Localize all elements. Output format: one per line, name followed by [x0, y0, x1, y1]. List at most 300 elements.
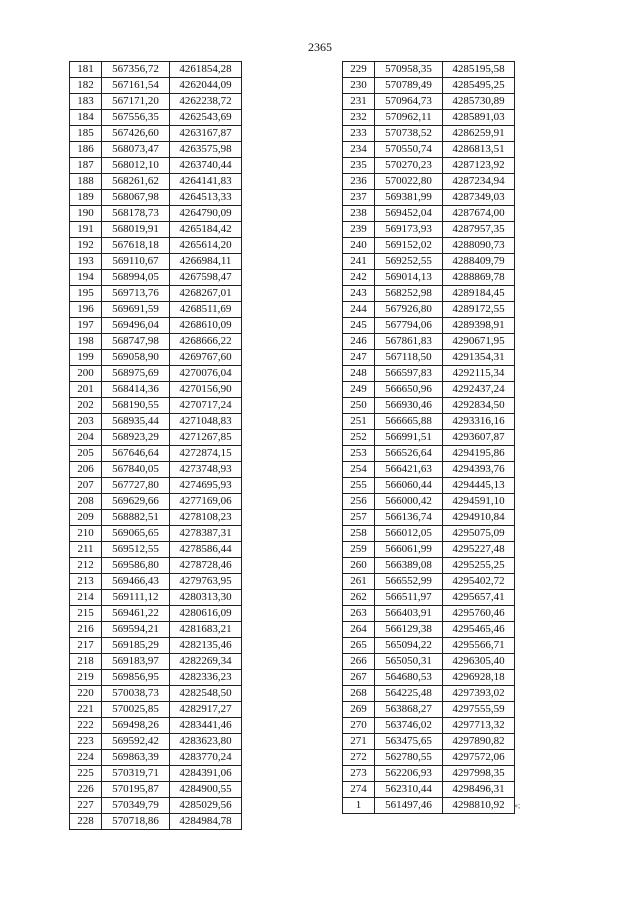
- x-coordinate-cell: 570718,86: [102, 814, 170, 830]
- y-coordinate-cell: 4285495,25: [443, 78, 515, 94]
- x-coordinate-cell: 569466,43: [102, 574, 170, 590]
- x-coordinate-cell: 568012,10: [102, 158, 170, 174]
- y-coordinate-cell: 4281683,21: [170, 622, 242, 638]
- table-row: [343, 414, 515, 430]
- y-coordinate-cell: 4271048,83: [170, 414, 242, 430]
- y-coordinate-cell: 4265184,42: [170, 222, 242, 238]
- table-row: [343, 158, 515, 174]
- table-row: [70, 686, 242, 702]
- end-mark: »;: [514, 801, 521, 810]
- x-coordinate-cell: 563746,02: [375, 718, 443, 734]
- table-row: [343, 734, 515, 750]
- point-number-cell: 191: [70, 222, 102, 238]
- y-coordinate-cell: 4292834,50: [443, 398, 515, 414]
- x-coordinate-cell: 568923,29: [102, 430, 170, 446]
- y-coordinate-cell: 4270717,24: [170, 398, 242, 414]
- point-number-cell: 219: [70, 670, 102, 686]
- table-row: [70, 126, 242, 142]
- y-coordinate-cell: 4266984,11: [170, 254, 242, 270]
- point-number-cell: 199: [70, 350, 102, 366]
- point-number-cell: 211: [70, 542, 102, 558]
- y-coordinate-cell: 4297998,35: [443, 766, 515, 782]
- x-coordinate-cell: 566597,83: [375, 366, 443, 382]
- x-coordinate-cell: 569863,39: [102, 750, 170, 766]
- x-coordinate-cell: 569173,93: [375, 222, 443, 238]
- point-number-cell: 189: [70, 190, 102, 206]
- y-coordinate-cell: 4283623,80: [170, 734, 242, 750]
- y-coordinate-cell: 4278586,44: [170, 542, 242, 558]
- y-coordinate-cell: 4289172,55: [443, 302, 515, 318]
- point-number-cell: 238: [343, 206, 375, 222]
- point-number-cell: 216: [70, 622, 102, 638]
- table-row: [70, 590, 242, 606]
- point-number-cell: 260: [343, 558, 375, 574]
- table-row: [70, 702, 242, 718]
- x-coordinate-cell: 561497,46: [375, 798, 443, 814]
- y-coordinate-cell: 4295465,46: [443, 622, 515, 638]
- x-coordinate-cell: 570550,74: [375, 142, 443, 158]
- point-number-cell: 190: [70, 206, 102, 222]
- table-row: [70, 302, 242, 318]
- y-coordinate-cell: 4288869,78: [443, 270, 515, 286]
- table-row: [343, 174, 515, 190]
- point-number-cell: 225: [70, 766, 102, 782]
- table-row: [70, 94, 242, 110]
- y-coordinate-cell: 4286813,51: [443, 142, 515, 158]
- x-coordinate-cell: 567356,72: [102, 62, 170, 78]
- point-number-cell: 192: [70, 238, 102, 254]
- point-number-cell: 214: [70, 590, 102, 606]
- table-row: [70, 494, 242, 510]
- point-number-cell: 240: [343, 238, 375, 254]
- x-coordinate-cell: 569183,97: [102, 654, 170, 670]
- table-row: [70, 478, 242, 494]
- point-number-cell: 253: [343, 446, 375, 462]
- x-coordinate-cell: 569065,65: [102, 526, 170, 542]
- x-coordinate-cell: 568252,98: [375, 286, 443, 302]
- table-row: [70, 62, 242, 78]
- table-row: [70, 398, 242, 414]
- table-row: [343, 142, 515, 158]
- table-row: [70, 110, 242, 126]
- point-number-cell: 186: [70, 142, 102, 158]
- table-row: [343, 526, 515, 542]
- table-row: [343, 462, 515, 478]
- table-row: [70, 782, 242, 798]
- point-number-cell: 255: [343, 478, 375, 494]
- table-row: [343, 110, 515, 126]
- x-coordinate-cell: 567171,20: [102, 94, 170, 110]
- x-coordinate-cell: 568882,51: [102, 510, 170, 526]
- y-coordinate-cell: 4295255,25: [443, 558, 515, 574]
- x-coordinate-cell: 570195,87: [102, 782, 170, 798]
- y-coordinate-cell: 4295075,09: [443, 526, 515, 542]
- x-coordinate-cell: 566511,97: [375, 590, 443, 606]
- y-coordinate-cell: 4285029,56: [170, 798, 242, 814]
- table-row: [70, 638, 242, 654]
- y-coordinate-cell: 4287957,35: [443, 222, 515, 238]
- table-row: [70, 526, 242, 542]
- x-coordinate-cell: 569058,90: [102, 350, 170, 366]
- point-number-cell: 206: [70, 462, 102, 478]
- table-row: [70, 142, 242, 158]
- y-coordinate-cell: 4294591,10: [443, 494, 515, 510]
- x-coordinate-cell: 564680,53: [375, 670, 443, 686]
- y-coordinate-cell: 4270156,90: [170, 382, 242, 398]
- point-number-cell: 223: [70, 734, 102, 750]
- y-coordinate-cell: 4285195,58: [443, 62, 515, 78]
- point-number-cell: 258: [343, 526, 375, 542]
- table-row: [343, 190, 515, 206]
- x-coordinate-cell: 566665,88: [375, 414, 443, 430]
- point-number-cell: 207: [70, 478, 102, 494]
- point-number-cell: 239: [343, 222, 375, 238]
- y-coordinate-cell: 4278108,23: [170, 510, 242, 526]
- table-row: [70, 574, 242, 590]
- x-coordinate-cell: 568994,05: [102, 270, 170, 286]
- y-coordinate-cell: 4267598,47: [170, 270, 242, 286]
- y-coordinate-cell: 4295566,71: [443, 638, 515, 654]
- point-number-cell: 196: [70, 302, 102, 318]
- point-number-cell: 241: [343, 254, 375, 270]
- point-number-cell: 227: [70, 798, 102, 814]
- point-number-cell: 263: [343, 606, 375, 622]
- point-number-cell: 204: [70, 430, 102, 446]
- table-row: [343, 398, 515, 414]
- table-row: [70, 798, 242, 814]
- x-coordinate-cell: 569856,95: [102, 670, 170, 686]
- y-coordinate-cell: 4285730,89: [443, 94, 515, 110]
- x-coordinate-cell: 569452,04: [375, 206, 443, 222]
- x-coordinate-cell: 570789,49: [375, 78, 443, 94]
- x-coordinate-cell: 570349,79: [102, 798, 170, 814]
- y-coordinate-cell: 4268610,09: [170, 318, 242, 334]
- table-row: [70, 750, 242, 766]
- x-coordinate-cell: 569111,12: [102, 590, 170, 606]
- y-coordinate-cell: 4264790,09: [170, 206, 242, 222]
- x-coordinate-cell: 567556,35: [102, 110, 170, 126]
- table-row: [343, 798, 515, 814]
- y-coordinate-cell: 4297555,59: [443, 702, 515, 718]
- y-coordinate-cell: 4268267,01: [170, 286, 242, 302]
- point-number-cell: 213: [70, 574, 102, 590]
- y-coordinate-cell: 4280313,30: [170, 590, 242, 606]
- y-coordinate-cell: 4270076,04: [170, 366, 242, 382]
- point-number-cell: 273: [343, 766, 375, 782]
- x-coordinate-cell: 569014,13: [375, 270, 443, 286]
- table-row: [70, 670, 242, 686]
- x-coordinate-cell: 568747,98: [102, 334, 170, 350]
- point-number-cell: 212: [70, 558, 102, 574]
- point-number-cell: 208: [70, 494, 102, 510]
- point-number-cell: 221: [70, 702, 102, 718]
- x-coordinate-cell: 569252,55: [375, 254, 443, 270]
- y-coordinate-cell: 4277169,06: [170, 494, 242, 510]
- table-row: [343, 606, 515, 622]
- x-coordinate-cell: 565094,22: [375, 638, 443, 654]
- point-number-cell: 268: [343, 686, 375, 702]
- point-number-cell: 269: [343, 702, 375, 718]
- x-coordinate-cell: 567618,18: [102, 238, 170, 254]
- y-coordinate-cell: 4286259,91: [443, 126, 515, 142]
- point-number-cell: 246: [343, 334, 375, 350]
- y-coordinate-cell: 4263740,44: [170, 158, 242, 174]
- x-coordinate-cell: 566389,08: [375, 558, 443, 574]
- table-row: [70, 734, 242, 750]
- y-coordinate-cell: 4262543,69: [170, 110, 242, 126]
- point-number-cell: 264: [343, 622, 375, 638]
- table-row: [343, 286, 515, 302]
- y-coordinate-cell: 4262044,09: [170, 78, 242, 94]
- y-coordinate-cell: 4290671,95: [443, 334, 515, 350]
- x-coordinate-cell: 565050,31: [375, 654, 443, 670]
- table-row: [343, 590, 515, 606]
- point-number-cell: 249: [343, 382, 375, 398]
- table-row: [70, 366, 242, 382]
- point-number-cell: 230: [343, 78, 375, 94]
- y-coordinate-cell: 4294195,86: [443, 446, 515, 462]
- table-row: [70, 654, 242, 670]
- y-coordinate-cell: 4287349,03: [443, 190, 515, 206]
- x-coordinate-cell: 569185,29: [102, 638, 170, 654]
- table-row: [70, 158, 242, 174]
- table-row: [343, 446, 515, 462]
- table-row: [70, 622, 242, 638]
- y-coordinate-cell: 4289398,91: [443, 318, 515, 334]
- y-coordinate-cell: 4282336,23: [170, 670, 242, 686]
- table-row: [343, 478, 515, 494]
- point-number-cell: 245: [343, 318, 375, 334]
- table-row: [70, 542, 242, 558]
- x-coordinate-cell: 562310,44: [375, 782, 443, 798]
- point-number-cell: 197: [70, 318, 102, 334]
- table-row: [343, 494, 515, 510]
- point-number-cell: 205: [70, 446, 102, 462]
- x-coordinate-cell: 569496,04: [102, 318, 170, 334]
- x-coordinate-cell: 566012,05: [375, 526, 443, 542]
- table-row: [343, 766, 515, 782]
- table-row: [70, 174, 242, 190]
- table-row: [343, 542, 515, 558]
- point-number-cell: 270: [343, 718, 375, 734]
- x-coordinate-cell: 567118,50: [375, 350, 443, 366]
- point-number-cell: 262: [343, 590, 375, 606]
- table-row: [343, 302, 515, 318]
- y-coordinate-cell: 4268666,22: [170, 334, 242, 350]
- x-coordinate-cell: 570962,11: [375, 110, 443, 126]
- y-coordinate-cell: 4289184,45: [443, 286, 515, 302]
- point-number-cell: 182: [70, 78, 102, 94]
- x-coordinate-cell: 567794,06: [375, 318, 443, 334]
- y-coordinate-cell: 4284900,55: [170, 782, 242, 798]
- table-row: [343, 78, 515, 94]
- table-row: [70, 190, 242, 206]
- x-coordinate-cell: 568190,55: [102, 398, 170, 414]
- y-coordinate-cell: 4261854,28: [170, 62, 242, 78]
- table-row: [343, 238, 515, 254]
- point-number-cell: 248: [343, 366, 375, 382]
- table-row: [343, 654, 515, 670]
- x-coordinate-cell: 568178,73: [102, 206, 170, 222]
- y-coordinate-cell: 4265614,20: [170, 238, 242, 254]
- x-coordinate-cell: 570738,52: [375, 126, 443, 142]
- point-number-cell: 226: [70, 782, 102, 798]
- y-coordinate-cell: 4287123,92: [443, 158, 515, 174]
- y-coordinate-cell: 4295657,41: [443, 590, 515, 606]
- x-coordinate-cell: 566000,42: [375, 494, 443, 510]
- table-row: [343, 574, 515, 590]
- y-coordinate-cell: 4295227,48: [443, 542, 515, 558]
- point-number-cell: 187: [70, 158, 102, 174]
- table-row: [70, 430, 242, 446]
- x-coordinate-cell: 567426,60: [102, 126, 170, 142]
- point-number-cell: 229: [343, 62, 375, 78]
- y-coordinate-cell: 4263167,87: [170, 126, 242, 142]
- table-row: [343, 254, 515, 270]
- x-coordinate-cell: 568261,62: [102, 174, 170, 190]
- y-coordinate-cell: 4262238,72: [170, 94, 242, 110]
- point-number-cell: 243: [343, 286, 375, 302]
- point-number-cell: 254: [343, 462, 375, 478]
- point-number-cell: 181: [70, 62, 102, 78]
- y-coordinate-cell: 4284391,06: [170, 766, 242, 782]
- point-number-cell: 228: [70, 814, 102, 830]
- table-row: [343, 622, 515, 638]
- y-coordinate-cell: 4294910,84: [443, 510, 515, 526]
- y-coordinate-cell: 4279763,95: [170, 574, 242, 590]
- table-row: [343, 702, 515, 718]
- x-coordinate-cell: 566552,99: [375, 574, 443, 590]
- x-coordinate-cell: 569629,66: [102, 494, 170, 510]
- x-coordinate-cell: 562206,93: [375, 766, 443, 782]
- point-number-cell: 203: [70, 414, 102, 430]
- table-row: [343, 558, 515, 574]
- point-number-cell: 194: [70, 270, 102, 286]
- y-coordinate-cell: 4268511,69: [170, 302, 242, 318]
- point-number-cell: 201: [70, 382, 102, 398]
- x-coordinate-cell: 570025,85: [102, 702, 170, 718]
- y-coordinate-cell: 4280616,09: [170, 606, 242, 622]
- point-number-cell: 202: [70, 398, 102, 414]
- y-coordinate-cell: 4282269,34: [170, 654, 242, 670]
- x-coordinate-cell: 566129,38: [375, 622, 443, 638]
- point-number-cell: 251: [343, 414, 375, 430]
- y-coordinate-cell: 4283770,24: [170, 750, 242, 766]
- x-coordinate-cell: 563868,27: [375, 702, 443, 718]
- y-coordinate-cell: 4295402,72: [443, 574, 515, 590]
- table-row: [70, 254, 242, 270]
- point-number-cell: 222: [70, 718, 102, 734]
- coordinates-table-right: [342, 61, 515, 814]
- point-number-cell: 267: [343, 670, 375, 686]
- y-coordinate-cell: 4292115,34: [443, 366, 515, 382]
- table-row: [70, 766, 242, 782]
- point-number-cell: 257: [343, 510, 375, 526]
- point-number-cell: 217: [70, 638, 102, 654]
- point-number-cell: 271: [343, 734, 375, 750]
- point-number-cell: 234: [343, 142, 375, 158]
- y-coordinate-cell: 4285891,03: [443, 110, 515, 126]
- x-coordinate-cell: 569461,22: [102, 606, 170, 622]
- x-coordinate-cell: 566650,96: [375, 382, 443, 398]
- point-number-cell: 200: [70, 366, 102, 382]
- point-number-cell: 261: [343, 574, 375, 590]
- point-number-cell: 237: [343, 190, 375, 206]
- table-row: [343, 718, 515, 734]
- x-coordinate-cell: 568975,69: [102, 366, 170, 382]
- x-coordinate-cell: 566136,74: [375, 510, 443, 526]
- table-row: [343, 510, 515, 526]
- x-coordinate-cell: 562780,55: [375, 750, 443, 766]
- point-number-cell: 265: [343, 638, 375, 654]
- x-coordinate-cell: 569110,67: [102, 254, 170, 270]
- x-coordinate-cell: 570964,73: [375, 94, 443, 110]
- table-row: [70, 446, 242, 462]
- table-row: [70, 318, 242, 334]
- y-coordinate-cell: 4274695,93: [170, 478, 242, 494]
- point-number-cell: 195: [70, 286, 102, 302]
- table-row: [70, 718, 242, 734]
- y-coordinate-cell: 4293607,87: [443, 430, 515, 446]
- table-row: [70, 238, 242, 254]
- table-row: [70, 270, 242, 286]
- point-number-cell: 218: [70, 654, 102, 670]
- y-coordinate-cell: 4264141,83: [170, 174, 242, 190]
- y-coordinate-cell: 4287234,94: [443, 174, 515, 190]
- y-coordinate-cell: 4264513,33: [170, 190, 242, 206]
- y-coordinate-cell: 4282917,27: [170, 702, 242, 718]
- x-coordinate-cell: 566060,44: [375, 478, 443, 494]
- y-coordinate-cell: 4288090,73: [443, 238, 515, 254]
- point-number-cell: 242: [343, 270, 375, 286]
- x-coordinate-cell: 569594,21: [102, 622, 170, 638]
- table-row: [343, 750, 515, 766]
- point-number-cell: 224: [70, 750, 102, 766]
- point-number-cell: 210: [70, 526, 102, 542]
- point-number-cell: 1: [343, 798, 375, 814]
- x-coordinate-cell: 569592,42: [102, 734, 170, 750]
- table-row: [343, 686, 515, 702]
- y-coordinate-cell: 4282135,46: [170, 638, 242, 654]
- point-number-cell: 231: [343, 94, 375, 110]
- point-number-cell: 233: [343, 126, 375, 142]
- y-coordinate-cell: 4287674,00: [443, 206, 515, 222]
- x-coordinate-cell: 567861,83: [375, 334, 443, 350]
- y-coordinate-cell: 4292437,24: [443, 382, 515, 398]
- table-row: [343, 430, 515, 446]
- point-number-cell: 232: [343, 110, 375, 126]
- table-row: [70, 286, 242, 302]
- table-row: [70, 814, 242, 830]
- table-row: [343, 366, 515, 382]
- y-coordinate-cell: 4288409,79: [443, 254, 515, 270]
- y-coordinate-cell: 4263575,98: [170, 142, 242, 158]
- y-coordinate-cell: 4296928,18: [443, 670, 515, 686]
- table-row: [70, 382, 242, 398]
- y-coordinate-cell: 4298496,31: [443, 782, 515, 798]
- y-coordinate-cell: 4294393,76: [443, 462, 515, 478]
- y-coordinate-cell: 4291354,31: [443, 350, 515, 366]
- x-coordinate-cell: 569381,99: [375, 190, 443, 206]
- page-number: 2365: [308, 40, 332, 54]
- x-coordinate-cell: 570958,35: [375, 62, 443, 78]
- point-number-cell: 236: [343, 174, 375, 190]
- y-coordinate-cell: 4278728,46: [170, 558, 242, 574]
- table-row: [70, 334, 242, 350]
- table-row: [70, 350, 242, 366]
- y-coordinate-cell: 4283441,46: [170, 718, 242, 734]
- x-coordinate-cell: 569152,02: [375, 238, 443, 254]
